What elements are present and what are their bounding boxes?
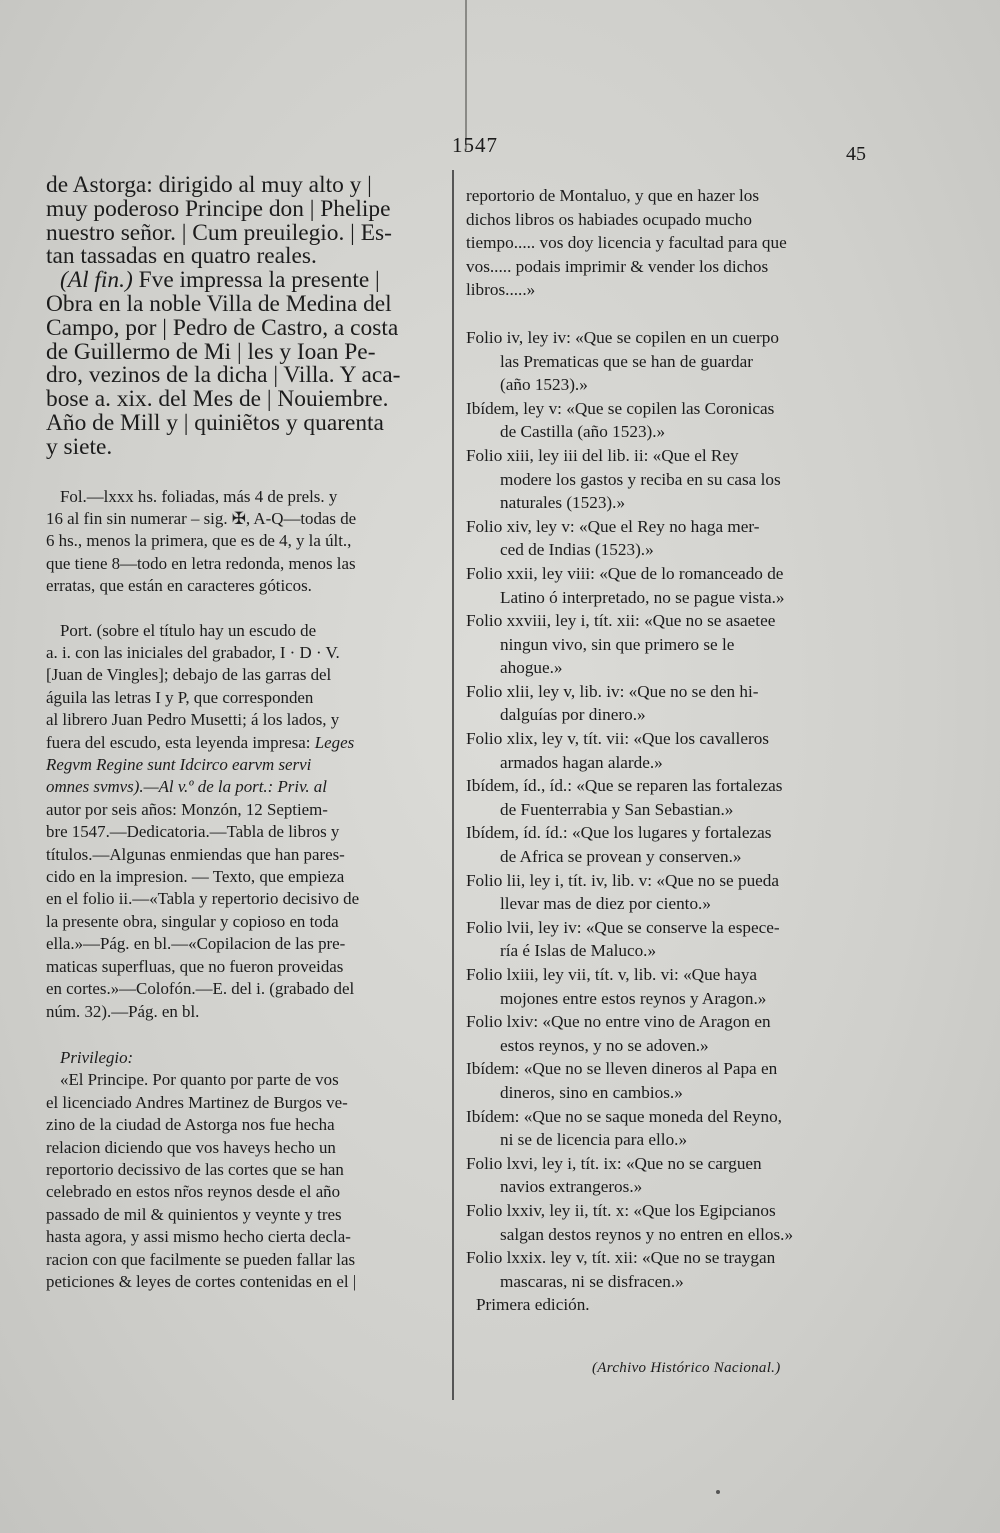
law-entry-continuation: de Africa se provean y conserven.» — [500, 847, 742, 867]
port-line: núm. 32).—Pág. en bl. — [46, 1001, 200, 1021]
page-fold-line — [465, 0, 467, 150]
law-entry-continuation: ced de Indias (1523).» — [500, 540, 654, 560]
title-line: muy poderoso Principe don | Phelipe — [46, 195, 391, 222]
law-entry — [466, 562, 878, 609]
law-entry-first-line: Ibídem: «Que no se lleven dineros al Papa en — [466, 1059, 778, 1079]
law-entry-first-line: Folio xlii, ley v, lib. iv: «Que no se den hi- — [466, 681, 759, 701]
law-entry-first-line: Folio xxii, ley viii: «Que de lo romanceado de — [466, 563, 784, 583]
source-archive-note: (Archivo Histórico Nacional.) — [592, 1360, 781, 1376]
law-entry-first-line: Ibídem, íd. íd.: «Que los lugares y fortalezas — [466, 823, 772, 843]
paper-speck — [716, 1490, 720, 1494]
privilegio-continued-line: vos..... podais imprimir & vender los dichos — [466, 256, 769, 276]
law-entry — [466, 1152, 878, 1199]
colophon-line: Año de Mill y | quiniẽtos y quarenta — [46, 409, 384, 436]
privilegio-continued-line: reportorio de Montaluo, y que en hazer los — [466, 186, 760, 205]
law-entry — [466, 916, 878, 963]
port-line: en el folio ii.—«Tabla y repertorio decisivo de — [46, 889, 360, 909]
column-rule — [452, 170, 454, 1400]
law-entry-continuation: salgan destos reynos y no entren en ellos.» — [500, 1224, 794, 1244]
law-entry-first-line: Folio xiv, ley v: «Que el Rey no haga mer- — [466, 516, 760, 536]
physical-description — [46, 486, 444, 598]
privilegio-line: «El Principe. Por quanto por parte de vos — [60, 1070, 339, 1090]
law-entry-first-line: Folio lxiv: «Que no entre vino de Aragon en — [466, 1012, 771, 1032]
privilegio-line: zino de la ciudad de Astorga nos fue hecha — [46, 1115, 335, 1135]
law-entry — [466, 727, 878, 774]
law-entry — [466, 963, 878, 1010]
privilegio-continued-line: tiempo..... vos doy licencia y facultad para que — [466, 233, 787, 253]
law-entry-continuation: dalguías por dinero.» — [500, 705, 646, 725]
law-entry-continuation: naturales (1523).» — [500, 493, 626, 513]
colophon-line: Campo, por | Pedro de Castro, a costa — [46, 314, 399, 341]
privilegio-line: reportorio decissivo de las cortes que se han — [46, 1159, 344, 1179]
law-entry — [466, 869, 878, 916]
port-description — [46, 620, 444, 1023]
colophon-transcription — [46, 269, 444, 459]
running-head-year: 1547 — [452, 133, 498, 157]
privilegio-heading: Privilegio: — [60, 1047, 134, 1067]
law-entry-first-line: Folio xxviii, ley i, tít. xii: «Que no se asaetee — [466, 611, 776, 631]
privilegio-line: celebrado en estos nr̃os reynos desde el año — [46, 1182, 341, 1202]
port-line: la presente obra, singular y copioso en toda — [46, 911, 339, 931]
law-entry-continuation: llevar mas de diez por ciento.» — [500, 894, 711, 914]
port-line: águila las letras I y P, que corresponden — [46, 687, 314, 707]
description-line: erratas, que están en caracteres góticos. — [46, 576, 312, 596]
law-entry-continuation: navios extrangeros.» — [500, 1177, 643, 1197]
colophon-line: bose a. xix. del Mes de | Nouiembre. — [46, 386, 389, 413]
title-line: de Astorga: dirigido al muy alto y | — [46, 172, 372, 198]
privilegio-section — [46, 1047, 444, 1293]
colophon-label: (Al fin.) — [60, 267, 133, 294]
port-line: maticas superfluas, que no fueron proveidas — [46, 956, 344, 976]
port-line: a. i. con las iniciales del grabador, I · D · V. — [46, 643, 340, 662]
law-entry-first-line: Ibídem, íd., íd.: «Que se reparen las fortalezas — [466, 776, 783, 796]
privilegio-continued-line: dichos libros os habiades ocupado mucho — [466, 209, 752, 229]
law-entry-continuation: ría é Islas de Maluco.» — [500, 941, 657, 961]
description-line: 16 al fin sin numerar – sig. ✠, A-Q—todas de — [46, 508, 357, 528]
port-line: cido en la impresion. — Texto, que empieza — [46, 867, 345, 887]
law-entry — [466, 1199, 878, 1246]
page-number: 45 — [846, 143, 866, 165]
right-column — [466, 184, 878, 1317]
colophon-line: dro, vezinos de la dicha | Villa. Y aca- — [46, 362, 401, 389]
law-entry-first-line: Folio xiii, ley iii del lib. ii: «Que el Rey — [466, 445, 739, 465]
port-legend-start: Leges — [310, 732, 355, 752]
title-transcription — [46, 174, 444, 269]
law-entry-first-line: Folio iv, ley iv: «Que se copilen en un cuerpo — [466, 327, 779, 347]
law-entry-continuation: ningun vivo, sin que primero se le — [500, 634, 735, 654]
law-entry — [466, 609, 878, 680]
port-line: [Juan de Vingles]; debajo de las garras del — [46, 665, 332, 685]
law-entry-continuation: de Fuenterrabia y San Sebastian.» — [500, 799, 734, 819]
law-entry-first-line: Folio lxxix. ley v, tít. xii: «Que no se traygan — [466, 1248, 776, 1268]
law-entry-continuation: armados hagan alarde.» — [500, 752, 663, 772]
law-entry — [466, 326, 878, 397]
title-line: nuestro señor. | Cum preuilegio. | Es- — [46, 219, 392, 246]
description-line: 6 hs., menos la primera, que es de 4, y la últ., — [46, 531, 352, 551]
law-entry-first-line: Folio xlix, ley v, tít. vii: «Que los cavalleros — [466, 729, 769, 749]
law-entry — [466, 515, 878, 562]
law-entry-first-line: Folio lvii, ley iv: «Que se conserve la espece- — [466, 917, 780, 937]
colophon-first-line: Fve impressa la presente | — [132, 267, 380, 294]
colophon-line: de Guillermo de Mi | les y Ioan Pe- — [46, 338, 376, 365]
law-entry-continuation: de Castilla (año 1523).» — [500, 422, 666, 442]
privilegio-line: hasta agora, y assi mismo hecho cierta decla- — [46, 1227, 351, 1247]
law-entry — [466, 1246, 878, 1293]
law-entry — [466, 680, 878, 727]
privilegio-line: el licenciado Andres Martinez de Burgos ve- — [46, 1092, 348, 1112]
law-entry-continuation: dineros, sino en cambios.» — [500, 1082, 683, 1102]
privilegio-line: relacion diciendo que vos haveys hecho un — [46, 1137, 336, 1157]
privilegio-line: racion con que facilmente se pueden fallar las — [46, 1249, 356, 1269]
law-entry-continuation: las Prematicas que se han de guardar — [500, 351, 753, 371]
law-entry-continuation: estos reynos, y no se adoven.» — [500, 1035, 709, 1055]
law-entry — [466, 1057, 878, 1104]
left-column — [46, 174, 444, 1293]
law-entry-first-line: Ibídem: «Que no se saque moneda del Reyno, — [466, 1106, 782, 1126]
law-entry — [466, 444, 878, 515]
law-entry-continuation: Latino ó interpretado, no se pague vista.» — [500, 587, 785, 607]
law-entry-continuation: ahogue.» — [500, 658, 563, 678]
port-line: Port. (sobre el título hay un escudo de — [60, 620, 317, 640]
port-line: bre 1547.—Dedicatoria.—Tabla de libros y — [46, 822, 340, 842]
colophon-line: y siete. — [46, 433, 113, 460]
port-line: ella.»—Pág. en bl.—«Copilacion de las pre- — [46, 934, 346, 954]
law-entry-continuation: ni se de licencia para ello.» — [500, 1130, 688, 1150]
port-line: autor por seis años: Monzón, 12 Septiem- — [46, 799, 328, 819]
law-entry-first-line: Folio lxxiv, ley ii, tít. x: «Que los Egipcianos — [466, 1200, 776, 1220]
law-entry-continuation: mojones entre estos reynos y Aragon.» — [500, 988, 767, 1008]
law-entry-first-line: Folio lxvi, ley i, tít. ix: «Que no se carguen — [466, 1153, 762, 1173]
title-line: tan tassadas en quatro reales. — [46, 243, 317, 270]
law-entry-first-line: Folio lxiii, ley vii, tít. v, lib. vi: «Que haya — [466, 965, 758, 984]
law-entry — [466, 1105, 878, 1152]
law-entry — [466, 397, 878, 444]
law-entry-first-line: Folio lii, ley i, tít. iv, lib. v: «Que no se pueda — [466, 870, 780, 890]
port-line: al librero Juan Pedro Musetti; á los lados, y — [46, 710, 340, 730]
law-entry-continuation: mascaras, ni se disfracen.» — [500, 1271, 684, 1291]
law-entry-first-line: Ibídem, ley v: «Que se copilen las Coronicas — [466, 398, 775, 418]
port-line: omnes svmvs).—Al v.º de la port.: Priv. al — [46, 777, 327, 797]
law-entry — [466, 774, 878, 821]
law-entry-continuation: modere los gastos y reciba en su casa los — [500, 469, 781, 489]
colophon-line: Obra en la noble Villa de Medina del — [46, 290, 392, 317]
law-entry — [466, 821, 878, 868]
privilegio-continued-line: libros.....» — [466, 280, 536, 300]
port-line: Regvm Regine sunt Idcirco earvm servi — [46, 755, 312, 775]
description-line: que tiene 8—todo en letra redonda, menos las — [46, 553, 356, 573]
privilegio-line: passado de mil & quinientos y veynte y tres — [46, 1204, 342, 1224]
description-line: Fol.—lxxx hs. foliadas, más 4 de prels. y — [60, 486, 338, 506]
law-entry — [466, 1010, 878, 1057]
port-line: títulos.—Algunas enmiendas que han pares- — [46, 844, 345, 864]
law-entry-continuation: (año 1523).» — [500, 375, 588, 395]
edition-note: Primera edición. — [476, 1295, 590, 1315]
law-list — [466, 326, 878, 1293]
privilegio-continued — [466, 184, 878, 302]
port-line: en cortes.»—Colofón.—E. del i. (grabado del — [46, 979, 355, 999]
privilegio-line: peticiones & leyes de cortes contenidas en el | — [46, 1271, 357, 1291]
port-line: fuera del escudo, esta leyenda impresa: Leges — [46, 732, 355, 752]
